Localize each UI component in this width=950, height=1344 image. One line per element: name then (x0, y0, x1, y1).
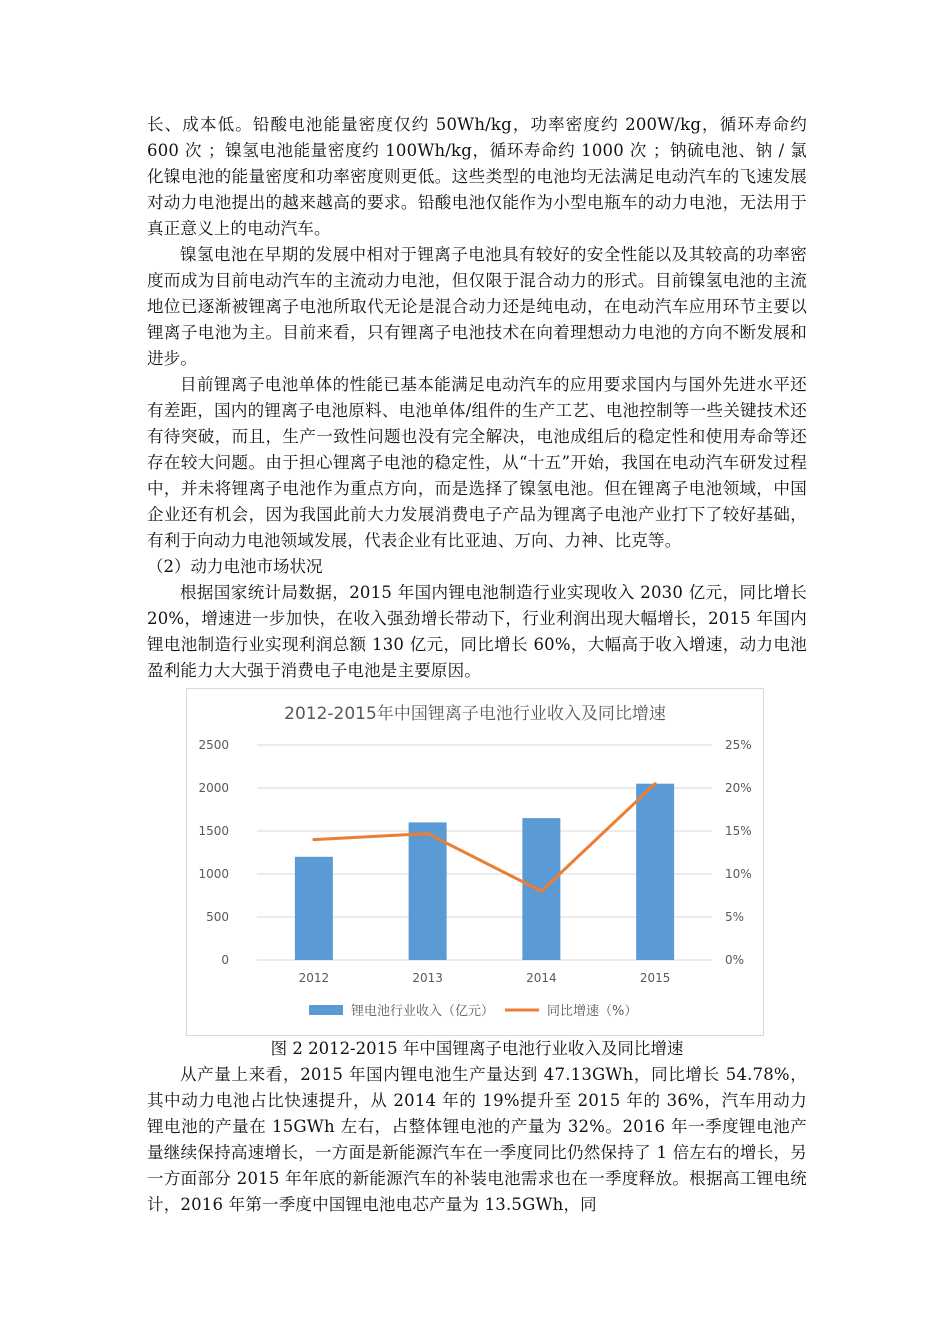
right-tick-label: 10% (725, 867, 752, 881)
growth-point-2012 (312, 838, 315, 841)
legend-label-line: 同比增速（%） (547, 1004, 638, 1019)
right-tick-label: 15% (725, 824, 752, 838)
x-tick-label: 2015 (639, 971, 671, 985)
bar-2012 (295, 857, 333, 960)
revenue-growth-chart (186, 688, 764, 1036)
text-block-bottom (147, 1062, 807, 1218)
bar-2013 (409, 822, 447, 960)
x-tick-label: 2013 (412, 971, 443, 985)
x-tick-label: 2012 (298, 971, 330, 985)
x-tick-label: 2014 (526, 971, 557, 985)
growth-line (314, 784, 655, 892)
right-tick-label: 5% (725, 910, 745, 924)
growth-point-2015 (654, 782, 657, 785)
left-tick-label: 1500 (198, 824, 229, 838)
right-tick-label: 25% (725, 738, 752, 752)
left-tick-label: 2000 (198, 781, 229, 795)
paragraph-production: 从产量上来看，2015 年国内锂电池生产量达到 47.13GWh，同比增长 54.78%，其中动力电池占比快速提升，从 2014 年的 19%提升至 2015 年的 36%，汽车用动力锂电池的产量在 15GWh 左右，占整体锂电池的产量为 32%。2016 年一季度锂电池产量继续保持高速增长，一方面是新能源汽车在一季度同比仍然保持了 1 倍左右的增长，另一方面部分 2015 年年底的新能源汽车的补装电池需求也在一季度释放。根据高工锂电统计，2016 年第一季度中国锂电池电芯产量为 13.5GWh，同 (147, 1065, 807, 1214)
right-tick-label: 20% (725, 781, 752, 795)
paragraph-battery-types: 长、成本低。铅酸电池能量密度仅约 50Wh/kg，功率密度约 200W/kg，循环寿命约 600 次 ；镍氢电池能量密度约 100Wh/kg，循环寿命约 1000 次 ；钠硫电池、钠 / 氯化镍电池的能量密度和功率密度则更低。这些类型的电池均无法满足电动汽车的飞速发展对动力电池提出的越来越高的要求。铅酸电池仅能作为小型电瓶车的动力电池，无法用于真正意义上的电动汽车。 (147, 115, 807, 238)
section-heading: （2）动力电池市场状况 (147, 557, 323, 576)
left-tick-label: 500 (206, 910, 229, 924)
bar-2014 (522, 818, 560, 960)
left-tick-label: 0 (221, 953, 229, 967)
bar-2015 (636, 784, 674, 960)
text-block-top (147, 112, 807, 684)
legend-label-bar: 锂电池行业收入（亿元） (351, 1004, 495, 1019)
paragraph-market: 根据国家统计局数据，2015 年国内锂电池制造行业实现收入 2030 亿元，同比增长 20%，增速进一步加快，在收入强劲增长带动下，行业利润出现大幅增长，2015 年国内锂电池制造行业实现利润总额 130 亿元，同比增长 60%，大幅高于收入增速，动力电池盈利能力大大强于消费电子电池是主要原因。 (147, 583, 807, 680)
growth-point-2013 (426, 832, 429, 835)
growth-point-2014 (540, 890, 543, 893)
figure-caption: 图 2 2012-2015 年中国锂离子电池行业收入及同比增速 (270, 1039, 684, 1058)
right-tick-label: 0% (725, 953, 745, 967)
left-tick-label: 1000 (198, 867, 229, 881)
left-tick-label: 2500 (198, 738, 229, 752)
paragraph-li-ion-status: 目前锂离子电池单体的性能已基本能满足电动汽车的应用要求国内与国外先进水平还有差距，国内的锂离子电池原料、电池单体/组件的生产工艺、电池控制等一些关键技术还有待突破，而且，生产一致性问题也没有完全解决，电池成组后的稳定性和使用寿命等还存在较大问题。由于担心锂离子电池的稳定性，从“十五”开始，我国在电动汽车研发过程中，并未将锂离子电池作为重点方向，而是选择了镍氢电池。但在锂离子电池领域，中国企业还有机会，因为我国此前大力发展消费电子产品为锂离子电池产业打下了较好基础，有利于向动力电池领域发展，代表企业有比亚迪、万向、力神、比克等。 (147, 375, 807, 550)
paragraph-nimh: 镍氢电池在早期的发展中相对于锂离子电池具有较好的安全性能以及其较高的功率密度而成为目前电动汽车的主流动力电池，但仅限于混合动力的形式。目前镍氢电池的主流地位已逐渐被锂离子电池所取代无论是混合动力还是纯电动，在电动汽车应用环节主要以锂离子电池为主。目前来看，只有锂离子电池技术在向着理想动力电池的方向不断发展和进步。 (147, 245, 807, 368)
legend-swatch-bar (309, 1005, 343, 1015)
chart-svg (187, 689, 763, 1035)
chart-title: 2012-2015年中国锂离子电池行业收入及同比增速 (284, 704, 666, 724)
